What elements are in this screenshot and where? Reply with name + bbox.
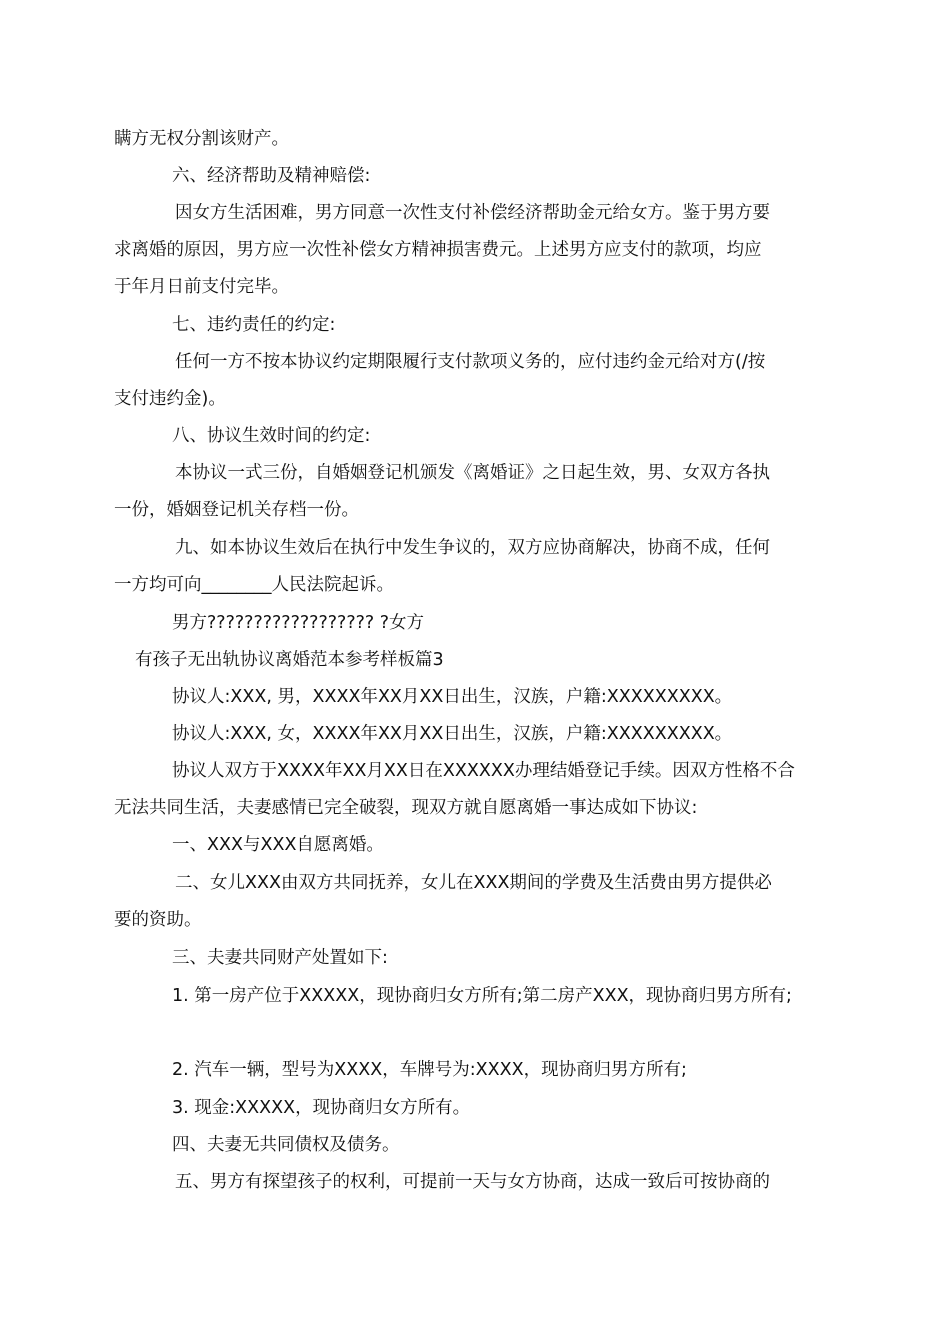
section-heading: 三、夫妻共同财产处置如下: (172, 948, 388, 968)
list-item: 3. 现金:XXXXX，现协商归女方所有。 (172, 1098, 471, 1118)
section-heading: 八、协议生效时间的约定: (172, 426, 371, 446)
paragraph-line: 五、男方有探望孩子的权利，可提前一天与女方协商，达成一致后可按协商的 (175, 1172, 770, 1192)
clause-line: 二、女儿XXX由双方共同抚养，女儿在XXX期间的学费及生活费由男方提供必 (175, 873, 772, 893)
text-line: 要的资助。 (114, 910, 202, 930)
text-line: 支付违约金)。 (114, 389, 226, 409)
clause-line: 一、XXX与XXX自愿离婚。 (172, 835, 384, 855)
party-line: 协议人:XXX, 女，XXXX年XX月XX日出生，汉族，户籍:XXXXXXXXX。 (172, 724, 733, 744)
text-line: 无法共同生活，夫妻感情已完全破裂，现双方就自愿离婚一事达成如下协议: (114, 798, 698, 818)
text-line: 瞒方无权分割该财产。 (114, 129, 289, 149)
list-item: 1. 第一房产位于XXXXX，现协商归女方所有;第二房产XXX，现协商归男方所有; (172, 986, 792, 1006)
text-line: 一份，婚姻登记机关存档一份。 (114, 500, 359, 520)
paragraph-line: 本协议一式三份，自婚姻登记机颁发《离婚证》之日起生效，男、女双方各执 (175, 463, 770, 483)
section-heading: 六、经济帮助及精神赔偿: (172, 166, 371, 186)
list-item: 2. 汽车一辆，型号为XXXX，车牌号为:XXXX，现协商归男方所有; (172, 1060, 687, 1080)
paragraph-line: 协议人双方于XXXX年XX月XX日在XXXXXX办理结婚登记手续。因双方性格不合 (172, 761, 795, 781)
document-title: 有孩子无出轨协议离婚范本参考样板篇3 (135, 650, 444, 670)
text-line: 求离婚的原因，男方应一次性补偿女方精神损害费元。上述男方应支付的款项，均应 (114, 240, 762, 260)
party-line: 协议人:XXX, 男，XXXX年XX月XX日出生，汉族，户籍:XXXXXXXXX。 (172, 687, 733, 707)
signature-line: 男方?????????????????? ?女方 (172, 613, 425, 633)
text-line: 一方均可向________人民法院起诉。 (114, 575, 394, 595)
section-heading: 四、夫妻无共同债权及债务。 (172, 1135, 400, 1155)
paragraph-line: 九、如本协议生效后在执行中发生争议的，双方应协商解决，协商不成，任何 (175, 538, 770, 558)
text-line: 于年月日前支付完毕。 (114, 277, 289, 297)
paragraph-line: 因女方生活困难，男方同意一次性支付补偿经济帮助金元给女方。鉴于男方要 (175, 203, 770, 223)
section-heading: 七、违约责任的约定: (172, 315, 336, 335)
paragraph-line: 任何一方不按本协议约定期限履行支付款项义务的，应付违约金元给对方(/按 (175, 352, 766, 372)
